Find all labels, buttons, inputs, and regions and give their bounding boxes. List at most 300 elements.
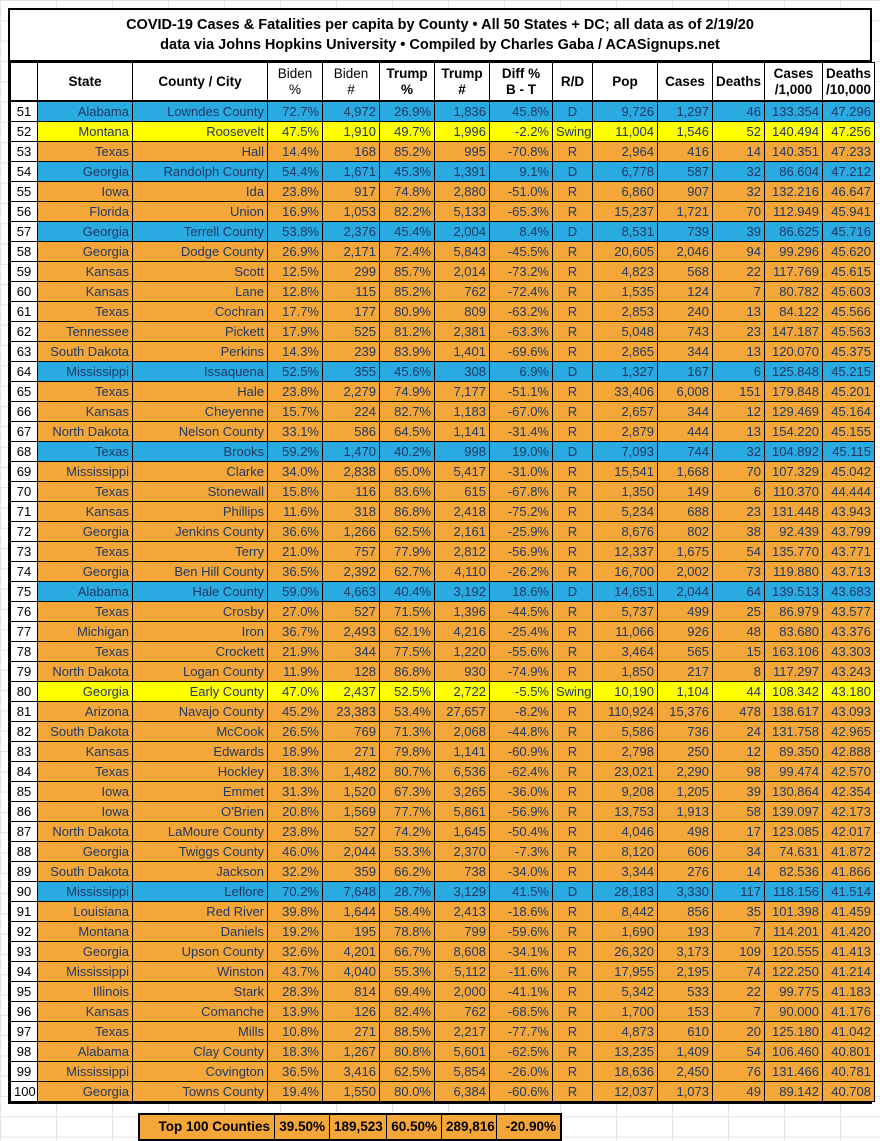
cell-diff-pct: 19.0% — [490, 441, 553, 461]
cell-county: Daniels — [133, 921, 268, 941]
cell-trump-pct: 66.2% — [380, 861, 435, 881]
cell-cases: 499 — [658, 601, 713, 621]
cell-deaths: 7 — [713, 921, 765, 941]
cell-population: 5,586 — [593, 721, 658, 741]
cell-trump-count: 762 — [435, 281, 490, 301]
cell-trump-pct: 45.4% — [380, 221, 435, 241]
cell-cases: 907 — [658, 181, 713, 201]
cell-rank: 66 — [11, 401, 38, 421]
cell-county: Hale — [133, 381, 268, 401]
cell-rank: 82 — [11, 721, 38, 741]
table-row — [11, 961, 875, 981]
cell-trump-count: 308 — [435, 361, 490, 381]
cell-rank: 54 — [11, 161, 38, 181]
cell-county: Upson County — [133, 941, 268, 961]
cell-cases: 1,205 — [658, 781, 713, 801]
cell-deaths-per-10000: 40.801 — [823, 1041, 875, 1061]
cell-deaths: 109 — [713, 941, 765, 961]
cell-biden-count: 1,520 — [323, 781, 380, 801]
table-row — [11, 1001, 875, 1021]
cell-state: North Dakota — [38, 821, 133, 841]
cell-diff-pct: -26.0% — [490, 1061, 553, 1081]
cell-deaths-per-10000: 41.176 — [823, 1001, 875, 1021]
cell-biden-pct: 70.2% — [268, 881, 323, 901]
table-row — [11, 401, 875, 421]
cell-biden-count: 525 — [323, 321, 380, 341]
cell-trump-pct: 74.9% — [380, 381, 435, 401]
cell-biden-count: 4,972 — [323, 101, 380, 121]
cell-cases-per-1000: 84.122 — [765, 301, 823, 321]
cell-rank: 77 — [11, 621, 38, 641]
cell-diff-pct: -73.2% — [490, 261, 553, 281]
cell-deaths: 22 — [713, 981, 765, 1001]
cell-biden-count: 271 — [323, 1021, 380, 1041]
cell-deaths: 32 — [713, 441, 765, 461]
cell-cases: 344 — [658, 341, 713, 361]
cell-diff-pct: -60.9% — [490, 741, 553, 761]
cell-trump-count: 8,608 — [435, 941, 490, 961]
cell-party: Swing — [553, 121, 593, 141]
cell-biden-pct: 20.8% — [268, 801, 323, 821]
cell-party: D — [553, 161, 593, 181]
table-title-line2: data via Johns Hopkins University • Compiled by Charles Gaba / ACASignups.net — [160, 36, 720, 53]
column-header-county: County / City — [133, 63, 268, 102]
cell-trump-pct: 80.9% — [380, 301, 435, 321]
cell-biden-pct: 14.3% — [268, 341, 323, 361]
cell-county: Covington — [133, 1061, 268, 1081]
table-row — [11, 361, 875, 381]
cell-deaths: 23 — [713, 501, 765, 521]
cell-deaths: 6 — [713, 361, 765, 381]
cell-trump-pct: 77.5% — [380, 641, 435, 661]
cell-party: R — [553, 1061, 593, 1081]
cell-diff-pct: -72.4% — [490, 281, 553, 301]
cell-deaths: 52 — [713, 121, 765, 141]
cell-population: 15,541 — [593, 461, 658, 481]
cell-cases-per-1000: 99.296 — [765, 241, 823, 261]
cell-rank: 65 — [11, 381, 38, 401]
cell-biden-count: 168 — [323, 141, 380, 161]
cell-trump-count: 2,418 — [435, 501, 490, 521]
cell-state: Florida — [38, 201, 133, 221]
cell-deaths-per-10000: 41.042 — [823, 1021, 875, 1041]
cell-cases: 1,104 — [658, 681, 713, 701]
cell-deaths-per-10000: 41.459 — [823, 901, 875, 921]
table-row — [11, 321, 875, 341]
cell-population: 5,342 — [593, 981, 658, 1001]
cell-biden-pct: 32.2% — [268, 861, 323, 881]
cell-trump-pct: 86.8% — [380, 501, 435, 521]
cell-trump-count: 2,413 — [435, 901, 490, 921]
cell-population: 2,964 — [593, 141, 658, 161]
cell-cases-per-1000: 89.350 — [765, 741, 823, 761]
column-header-biden-pct: Biden % — [268, 63, 323, 102]
cell-cases: 344 — [658, 401, 713, 421]
cell-diff-pct: -51.0% — [490, 181, 553, 201]
column-header-trump-count: Trump # — [435, 63, 490, 102]
cell-cases-per-1000: 101.398 — [765, 901, 823, 921]
table-row — [11, 801, 875, 821]
cell-cases-per-1000: 117.769 — [765, 261, 823, 281]
cell-biden-pct: 13.9% — [268, 1001, 323, 1021]
cell-cases: 1,297 — [658, 101, 713, 121]
cell-deaths-per-10000: 46.647 — [823, 181, 875, 201]
cell-population: 7,093 — [593, 441, 658, 461]
cell-diff-pct: -62.4% — [490, 761, 553, 781]
cell-diff-pct: -11.6% — [490, 961, 553, 981]
cell-trump-count: 5,417 — [435, 461, 490, 481]
cell-deaths: 151 — [713, 381, 765, 401]
cell-trump-pct: 80.0% — [380, 1081, 435, 1101]
cell-state: Kansas — [38, 261, 133, 281]
cell-cases: 416 — [658, 141, 713, 161]
cell-deaths-per-10000: 47.233 — [823, 141, 875, 161]
cell-population: 2,657 — [593, 401, 658, 421]
cell-biden-count: 917 — [323, 181, 380, 201]
cell-county: Terrell County — [133, 221, 268, 241]
column-header-diff-pct: Diff % B - T — [490, 63, 553, 102]
cell-party: D — [553, 361, 593, 381]
cell-population: 9,208 — [593, 781, 658, 801]
cell-cases-per-1000: 139.513 — [765, 581, 823, 601]
cell-diff-pct: -77.7% — [490, 1021, 553, 1041]
cell-trump-count: 4,110 — [435, 561, 490, 581]
cell-party: D — [553, 221, 593, 241]
cell-deaths: 98 — [713, 761, 765, 781]
cell-biden-pct: 53.8% — [268, 221, 323, 241]
table-row — [11, 761, 875, 781]
cell-party: R — [553, 401, 593, 421]
cell-deaths: 64 — [713, 581, 765, 601]
cell-deaths: 15 — [713, 641, 765, 661]
cell-county: LaMoure County — [133, 821, 268, 841]
cell-county: Emmet — [133, 781, 268, 801]
column-header-party: R/D — [553, 63, 593, 102]
cell-trump-count: 4,216 — [435, 621, 490, 641]
cell-trump-pct: 85.2% — [380, 281, 435, 301]
cell-diff-pct: -63.3% — [490, 321, 553, 341]
cell-biden-count: 757 — [323, 541, 380, 561]
cell-deaths-per-10000: 45.215 — [823, 361, 875, 381]
cell-population: 12,037 — [593, 1081, 658, 1101]
cell-state: Kansas — [38, 501, 133, 521]
cell-population: 110,924 — [593, 701, 658, 721]
cell-party: R — [553, 741, 593, 761]
cell-party: R — [553, 521, 593, 541]
cell-party: R — [553, 601, 593, 621]
cell-trump-count: 5,861 — [435, 801, 490, 821]
cell-diff-pct: -25.9% — [490, 521, 553, 541]
cell-state: Illinois — [38, 981, 133, 1001]
cell-rank: 84 — [11, 761, 38, 781]
cell-county: Jackson — [133, 861, 268, 881]
cell-deaths: 12 — [713, 741, 765, 761]
cell-cases: 1,721 — [658, 201, 713, 221]
cell-county: Phillips — [133, 501, 268, 521]
cell-rank: 89 — [11, 861, 38, 881]
cell-trump-pct: 82.7% — [380, 401, 435, 421]
cell-biden-count: 1,470 — [323, 441, 380, 461]
cell-cases: 610 — [658, 1021, 713, 1041]
cell-rank: 90 — [11, 881, 38, 901]
cell-county: McCook — [133, 721, 268, 741]
table-row — [11, 461, 875, 481]
cell-biden-count: 224 — [323, 401, 380, 421]
cell-biden-count: 1,267 — [323, 1041, 380, 1061]
cell-cases-per-1000: 82.536 — [765, 861, 823, 881]
cell-trump-count: 5,854 — [435, 1061, 490, 1081]
cell-county: Iron — [133, 621, 268, 641]
cell-deaths: 14 — [713, 861, 765, 881]
cell-state: North Dakota — [38, 421, 133, 441]
cell-deaths: 12 — [713, 401, 765, 421]
cell-state: Alabama — [38, 581, 133, 601]
cell-population: 6,778 — [593, 161, 658, 181]
cell-state: South Dakota — [38, 341, 133, 361]
cell-party: R — [553, 241, 593, 261]
cell-party: R — [553, 1081, 593, 1101]
table-row — [11, 341, 875, 361]
cell-trump-count: 6,384 — [435, 1081, 490, 1101]
cell-deaths: 54 — [713, 541, 765, 561]
cell-deaths: 6 — [713, 481, 765, 501]
column-header-population: Pop — [593, 63, 658, 102]
cell-trump-count: 762 — [435, 1001, 490, 1021]
cell-diff-pct: -26.2% — [490, 561, 553, 581]
cell-deaths: 14 — [713, 141, 765, 161]
cell-rank: 88 — [11, 841, 38, 861]
cell-population: 1,850 — [593, 661, 658, 681]
cell-cases: 153 — [658, 1001, 713, 1021]
cell-trump-pct: 69.4% — [380, 981, 435, 1001]
cell-biden-count: 2,171 — [323, 241, 380, 261]
cell-state: Kansas — [38, 741, 133, 761]
column-header-trump-pct: Trump % — [380, 63, 435, 102]
cell-deaths: 8 — [713, 661, 765, 681]
cell-diff-pct: -51.1% — [490, 381, 553, 401]
cell-county: Navajo County — [133, 701, 268, 721]
cell-diff-pct: -74.9% — [490, 661, 553, 681]
cell-cases-per-1000: 89.142 — [765, 1081, 823, 1101]
cell-cases: 744 — [658, 441, 713, 461]
cell-population: 5,048 — [593, 321, 658, 341]
cell-cases-per-1000: 163.106 — [765, 641, 823, 661]
cell-deaths: 38 — [713, 521, 765, 541]
cell-trump-pct: 74.8% — [380, 181, 435, 201]
cell-biden-pct: 27.0% — [268, 601, 323, 621]
cell-biden-pct: 59.2% — [268, 441, 323, 461]
column-header-rank — [11, 63, 38, 102]
cell-county: Logan County — [133, 661, 268, 681]
cell-state: Alabama — [38, 1041, 133, 1061]
cell-deaths: 48 — [713, 621, 765, 641]
cell-rank: 58 — [11, 241, 38, 261]
cell-cases: 606 — [658, 841, 713, 861]
cell-cases-per-1000: 106.460 — [765, 1041, 823, 1061]
cell-deaths-per-10000: 47.296 — [823, 101, 875, 121]
cell-cases: 193 — [658, 921, 713, 941]
cell-biden-count: 318 — [323, 501, 380, 521]
cell-biden-count: 2,392 — [323, 561, 380, 581]
cell-trump-pct: 40.4% — [380, 581, 435, 601]
cell-biden-count: 2,838 — [323, 461, 380, 481]
cell-deaths: 7 — [713, 281, 765, 301]
cell-diff-pct: -56.9% — [490, 541, 553, 561]
cell-cases: 276 — [658, 861, 713, 881]
cell-party: R — [553, 841, 593, 861]
cell-county: Perkins — [133, 341, 268, 361]
cell-population: 1,535 — [593, 281, 658, 301]
cell-biden-pct: 34.0% — [268, 461, 323, 481]
cell-rank: 68 — [11, 441, 38, 461]
cell-population: 8,442 — [593, 901, 658, 921]
cell-biden-count: 271 — [323, 741, 380, 761]
cell-cases-per-1000: 80.782 — [765, 281, 823, 301]
cell-deaths: 70 — [713, 201, 765, 221]
cell-cases-per-1000: 123.085 — [765, 821, 823, 841]
cell-biden-pct: 11.6% — [268, 501, 323, 521]
cell-deaths: 34 — [713, 841, 765, 861]
cell-rank: 76 — [11, 601, 38, 621]
cell-biden-pct: 28.3% — [268, 981, 323, 1001]
cell-cases-per-1000: 104.892 — [765, 441, 823, 461]
cell-party: R — [553, 661, 593, 681]
cell-trump-count: 1,401 — [435, 341, 490, 361]
cell-biden-count: 1,644 — [323, 901, 380, 921]
cell-population: 33,406 — [593, 381, 658, 401]
cell-deaths: 74 — [713, 961, 765, 981]
cell-deaths-per-10000: 47.256 — [823, 121, 875, 141]
cell-state: Georgia — [38, 841, 133, 861]
cell-trump-count: 1,391 — [435, 161, 490, 181]
cell-population: 8,676 — [593, 521, 658, 541]
cell-state: Mississippi — [38, 961, 133, 981]
cell-trump-count: 1,996 — [435, 121, 490, 141]
cell-biden-pct: 54.4% — [268, 161, 323, 181]
cell-cases-per-1000: 86.625 — [765, 221, 823, 241]
cell-deaths-per-10000: 45.164 — [823, 401, 875, 421]
cell-deaths-per-10000: 45.042 — [823, 461, 875, 481]
cell-party: R — [553, 421, 593, 441]
cell-county: Mills — [133, 1021, 268, 1041]
cell-cases: 240 — [658, 301, 713, 321]
cell-biden-pct: 17.7% — [268, 301, 323, 321]
cell-biden-pct: 12.5% — [268, 261, 323, 281]
cell-trump-count: 6,536 — [435, 761, 490, 781]
cell-biden-count: 4,201 — [323, 941, 380, 961]
cell-diff-pct: -44.8% — [490, 721, 553, 741]
cell-cases-per-1000: 179.848 — [765, 381, 823, 401]
cell-trump-pct: 52.5% — [380, 681, 435, 701]
cell-diff-pct: -2.2% — [490, 121, 553, 141]
cell-rank: 86 — [11, 801, 38, 821]
cell-trump-pct: 40.2% — [380, 441, 435, 461]
cell-party: R — [553, 961, 593, 981]
cell-state: Texas — [38, 481, 133, 501]
cell-cases-per-1000: 108.342 — [765, 681, 823, 701]
cell-diff-pct: -75.2% — [490, 501, 553, 521]
cell-deaths-per-10000: 41.866 — [823, 861, 875, 881]
spreadsheet-table — [8, 8, 872, 1104]
cell-county: Brooks — [133, 441, 268, 461]
cell-trump-pct: 77.9% — [380, 541, 435, 561]
cell-trump-pct: 83.6% — [380, 481, 435, 501]
cell-state: Iowa — [38, 181, 133, 201]
cell-biden-count: 2,044 — [323, 841, 380, 861]
cell-trump-count: 1,396 — [435, 601, 490, 621]
cell-state: Georgia — [38, 521, 133, 541]
cell-population: 15,237 — [593, 201, 658, 221]
cell-county: Terry — [133, 541, 268, 561]
cell-deaths-per-10000: 43.376 — [823, 621, 875, 641]
table-row — [11, 501, 875, 521]
cell-cases-per-1000: 86.979 — [765, 601, 823, 621]
cell-biden-count: 814 — [323, 981, 380, 1001]
cell-population: 13,753 — [593, 801, 658, 821]
table-row — [11, 741, 875, 761]
cell-trump-count: 1,183 — [435, 401, 490, 421]
cell-county: Clay County — [133, 1041, 268, 1061]
cell-state: Georgia — [38, 161, 133, 181]
cell-trump-count: 2,812 — [435, 541, 490, 561]
cell-party: R — [553, 261, 593, 281]
table-row — [11, 261, 875, 281]
cell-cases-per-1000: 86.604 — [765, 161, 823, 181]
cell-population: 2,798 — [593, 741, 658, 761]
cell-rank: 92 — [11, 921, 38, 941]
cell-state: Iowa — [38, 781, 133, 801]
cell-diff-pct: -31.0% — [490, 461, 553, 481]
cell-deaths-per-10000: 43.943 — [823, 501, 875, 521]
cell-deaths-per-10000: 45.941 — [823, 201, 875, 221]
cell-cases-per-1000: 131.758 — [765, 721, 823, 741]
cell-diff-pct: -34.1% — [490, 941, 553, 961]
cell-cases-per-1000: 120.555 — [765, 941, 823, 961]
cell-population: 13,235 — [593, 1041, 658, 1061]
cell-state: Michigan — [38, 621, 133, 641]
cell-rank: 79 — [11, 661, 38, 681]
cell-diff-pct: -68.5% — [490, 1001, 553, 1021]
cell-county: Lowndes County — [133, 101, 268, 121]
cell-cases-per-1000: 129.469 — [765, 401, 823, 421]
cell-rank: 85 — [11, 781, 38, 801]
cell-party: R — [553, 921, 593, 941]
table-row — [11, 921, 875, 941]
cell-state: Georgia — [38, 681, 133, 701]
table-row — [11, 561, 875, 581]
cell-biden-pct: 23.8% — [268, 381, 323, 401]
cell-diff-pct: -60.6% — [490, 1081, 553, 1101]
cell-cases: 498 — [658, 821, 713, 841]
cell-deaths-per-10000: 43.799 — [823, 521, 875, 541]
cell-trump-count: 930 — [435, 661, 490, 681]
cell-county: Winston — [133, 961, 268, 981]
cell-biden-count: 239 — [323, 341, 380, 361]
cell-deaths-per-10000: 45.615 — [823, 261, 875, 281]
cell-county: Leflore — [133, 881, 268, 901]
cell-biden-pct: 19.2% — [268, 921, 323, 941]
cell-biden-pct: 21.0% — [268, 541, 323, 561]
cell-diff-pct: 8.4% — [490, 221, 553, 241]
totals-biden-pct: 39.50% — [275, 1115, 330, 1139]
cell-trump-count: 3,129 — [435, 881, 490, 901]
cell-population: 1,350 — [593, 481, 658, 501]
cell-county: Cheyenne — [133, 401, 268, 421]
cell-diff-pct: -62.5% — [490, 1041, 553, 1061]
cell-diff-pct: 18.6% — [490, 581, 553, 601]
cell-party: R — [553, 621, 593, 641]
cell-biden-pct: 19.4% — [268, 1081, 323, 1101]
